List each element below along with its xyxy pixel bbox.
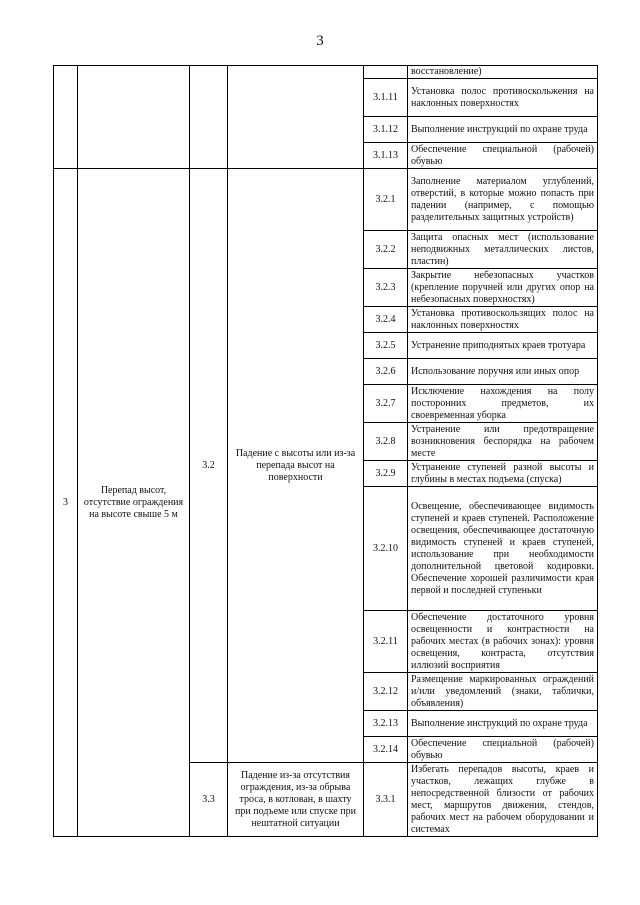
measure-text: Установка противоскользящих полос на наклонных поверхностях bbox=[408, 307, 598, 333]
measure-code: 3.2.13 bbox=[364, 711, 408, 737]
measure-code: 3.2.7 bbox=[364, 385, 408, 423]
measure-code: 3.2.8 bbox=[364, 423, 408, 461]
measure-text: Защита опасных мест (использование неподвижных металлических листов, пластин) bbox=[408, 231, 598, 269]
measure-code bbox=[364, 66, 408, 79]
measure-code: 3.2.3 bbox=[364, 269, 408, 307]
measure-code: 3.1.12 bbox=[364, 117, 408, 143]
measure-text: Устранение ступеней разной высоты и глубины в местах подъема (спуска) bbox=[408, 461, 598, 487]
subgroup-code-cell bbox=[190, 66, 228, 169]
measure-text: Обеспечение достаточного уровня освещенности и контрастности на рабочих местах (в рабочих зонах): уровня освещения, контраста, отсутствия иллюзий восприятия bbox=[408, 611, 598, 673]
measure-code: 3.2.9 bbox=[364, 461, 408, 487]
table-row bbox=[54, 66, 598, 79]
measure-text: восстановление) bbox=[408, 66, 598, 79]
group-number-cell bbox=[54, 66, 78, 169]
subgroup-label: Падение с высоты или из-за перепада высот на поверхности bbox=[228, 169, 364, 763]
subgroup-code: 3.2 bbox=[190, 169, 228, 763]
measure-text: Обеспечение специальной (рабочей) обувью bbox=[408, 737, 598, 763]
measure-code: 3.2.2 bbox=[364, 231, 408, 269]
measure-code: 3.1.13 bbox=[364, 143, 408, 169]
measure-code: 3.2.11 bbox=[364, 611, 408, 673]
measure-text: Установка полос противоскольжения на наклонных поверхностях bbox=[408, 79, 598, 117]
measure-text: Освещение, обеспечивающее видимость ступеней и краев ступеней. Расположение освещения, обеспечивающее достаточную видимость ступеней и краев ступеней, использование при необходимости дополнительной цветовой кодировки. Обеспечение хорошей различимости края первой и последней ступеньки bbox=[408, 487, 598, 611]
measure-code: 3.1.11 bbox=[364, 79, 408, 117]
measure-code: 3.2.5 bbox=[364, 333, 408, 359]
measure-text: Выполнение инструкций по охране труда bbox=[408, 711, 598, 737]
hazard-measures-table bbox=[53, 65, 598, 837]
measure-code: 3.3.1 bbox=[364, 763, 408, 837]
measure-text: Выполнение инструкций по охране труда bbox=[408, 117, 598, 143]
table-row bbox=[54, 169, 598, 231]
measure-code: 3.2.6 bbox=[364, 359, 408, 385]
measure-code: 3.2.4 bbox=[364, 307, 408, 333]
measure-text: Заполнение материалом углублений, отверстий, в которые можно попасть при падении (например, с помощью разделительных защитных устройств) bbox=[408, 169, 598, 231]
measure-text: Использование поручня или иных опор bbox=[408, 359, 598, 385]
hazard-description: Перепад высот, отсутствие ограждения на высоте свыше 5 м bbox=[78, 169, 190, 837]
measure-text: Исключение нахождения на полу посторонних предметов, их своевременная уборка bbox=[408, 385, 598, 423]
subgroup-label: Падение из-за отсутствия ограждения, из-за обрыва троса, в котлован, в шахту при подъеме или спуске при нештатной ситуации bbox=[228, 763, 364, 837]
measure-text: Закрытие небезопасных участков (крепление поручней или других опор на небезопасных поверхностях) bbox=[408, 269, 598, 307]
measure-text: Избегать перепадов высоты, краев и участков, лежащих глубже в непосредственной близости от рабочих мест, маршрутов движения, стендов, рабочих мест на рабочем оборудовании и системах bbox=[408, 763, 598, 837]
measure-text: Размещение маркированных ограждений и/или уведомлений (знаки, таблички, объявления) bbox=[408, 673, 598, 711]
page-number: 3 bbox=[316, 33, 324, 49]
measure-code: 3.2.14 bbox=[364, 737, 408, 763]
measure-code: 3.2.1 bbox=[364, 169, 408, 231]
measure-text: Устранение приподнятых краев тротуара bbox=[408, 333, 598, 359]
subgroup-label-cell bbox=[228, 66, 364, 169]
group-number: 3 bbox=[54, 169, 78, 837]
subgroup-code: 3.3 bbox=[190, 763, 228, 837]
measure-code: 3.2.10 bbox=[364, 487, 408, 611]
measure-text: Устранение или предотвращение возникновения беспорядка на рабочем месте bbox=[408, 423, 598, 461]
hazard-cell bbox=[78, 66, 190, 169]
measure-code: 3.2.12 bbox=[364, 673, 408, 711]
measure-text: Обеспечение специальной (рабочей) обувью bbox=[408, 143, 598, 169]
